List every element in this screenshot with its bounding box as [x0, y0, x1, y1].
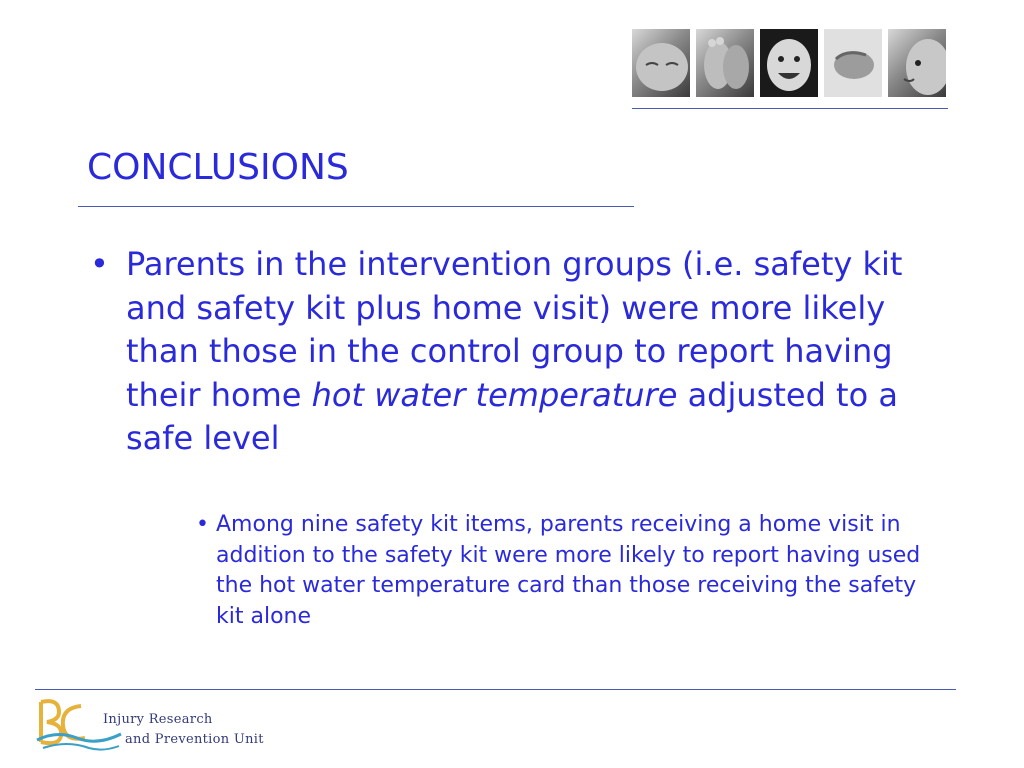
baby-hand-photo — [824, 29, 882, 97]
smiling-baby-photo — [760, 29, 818, 97]
header-divider — [632, 108, 948, 109]
title-underline — [78, 206, 634, 207]
sub-bullet-text: Among nine safety kit items, parents receiving a home visit in addition to the safety kit were more likely to report having used the hot water temperature card than those receiving the safety kit alone — [216, 512, 921, 629]
logo-line-2: and Prevention Unit — [125, 732, 264, 747]
bullet-marker: • — [90, 245, 109, 283]
main-bullet-emphasis: hot water temperature — [311, 375, 678, 414]
logo-line-1: Injury Research — [103, 712, 213, 727]
main-bullet-text — [126, 243, 946, 461]
main-bullet-part1: Parents in the intervention groups (i.e. safety kit and safety kit plus home visit) were more likely than those in the control group to report having their home — [126, 245, 903, 414]
main-bullet-part2: adjusted to a safe level — [126, 375, 898, 457]
bc-injury-logo — [33, 692, 273, 756]
header-photo-strip — [632, 29, 946, 97]
sleeping-baby-photo — [632, 29, 690, 97]
baby-feet-photo — [696, 29, 754, 97]
baby-profile-photo — [888, 29, 946, 97]
footer-divider — [35, 689, 956, 690]
sub-bullet — [196, 510, 946, 632]
sub-bullet-marker: • — [196, 512, 209, 537]
main-bullet — [90, 243, 950, 461]
slide-title: CONCLUSIONS — [87, 147, 349, 188]
